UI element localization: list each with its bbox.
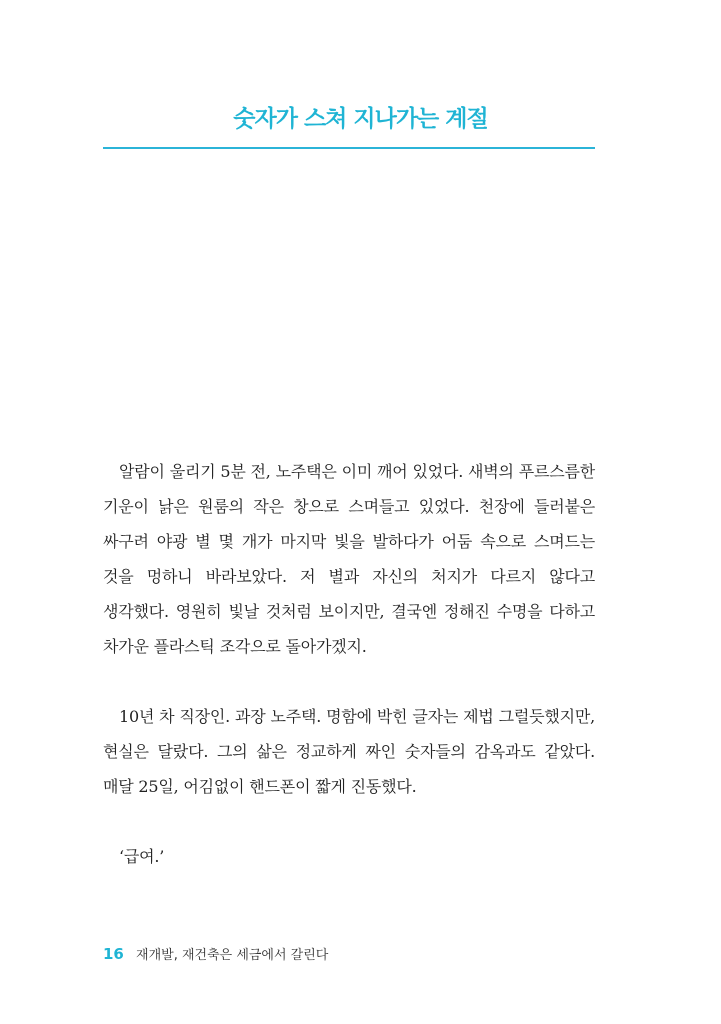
chapter-title: 숫자가 스쳐 지나가는 계절 [233, 106, 488, 132]
page-number: 16 [103, 945, 124, 963]
body-text [103, 454, 595, 874]
paragraph: ‘급여.’ [119, 847, 165, 866]
page-footer [103, 944, 328, 963]
paragraph: 알람이 울리기 5분 전, 노주택은 이미 깨어 있었다. 새벽의 푸르스름한 기운이 낡은 원룸의 작은 창으로 스며들고 있었다. 천장에 들러붙은 싸구려 야광 별 몇 개가 마지막 빛을 발하다가 어둠 속으로 스며드는 것을 멍하니 바라보았다. 저 별과 자신의 처지가 다르지 않다고 생각했다. 영원히 빛날 것처럼 보이지만, 결국엔 정해진 수명을 다하고 차가운 플라스틱 조각으로 돌아가겠지. [103, 462, 595, 656]
running-book-title: 재개발, 재건축은 세금에서 갈린다 [136, 948, 329, 963]
title-underline [103, 147, 595, 149]
paragraph: 10년 차 직장인. 과장 노주택. 명함에 박힌 글자는 제법 그럴듯했지만, 현실은 달랐다. 그의 삶은 정교하게 짜인 숫자들의 감옥과도 같았다. 매달 25일, 어김없이 핸드폰이 짧게 진동했다. [103, 707, 595, 796]
